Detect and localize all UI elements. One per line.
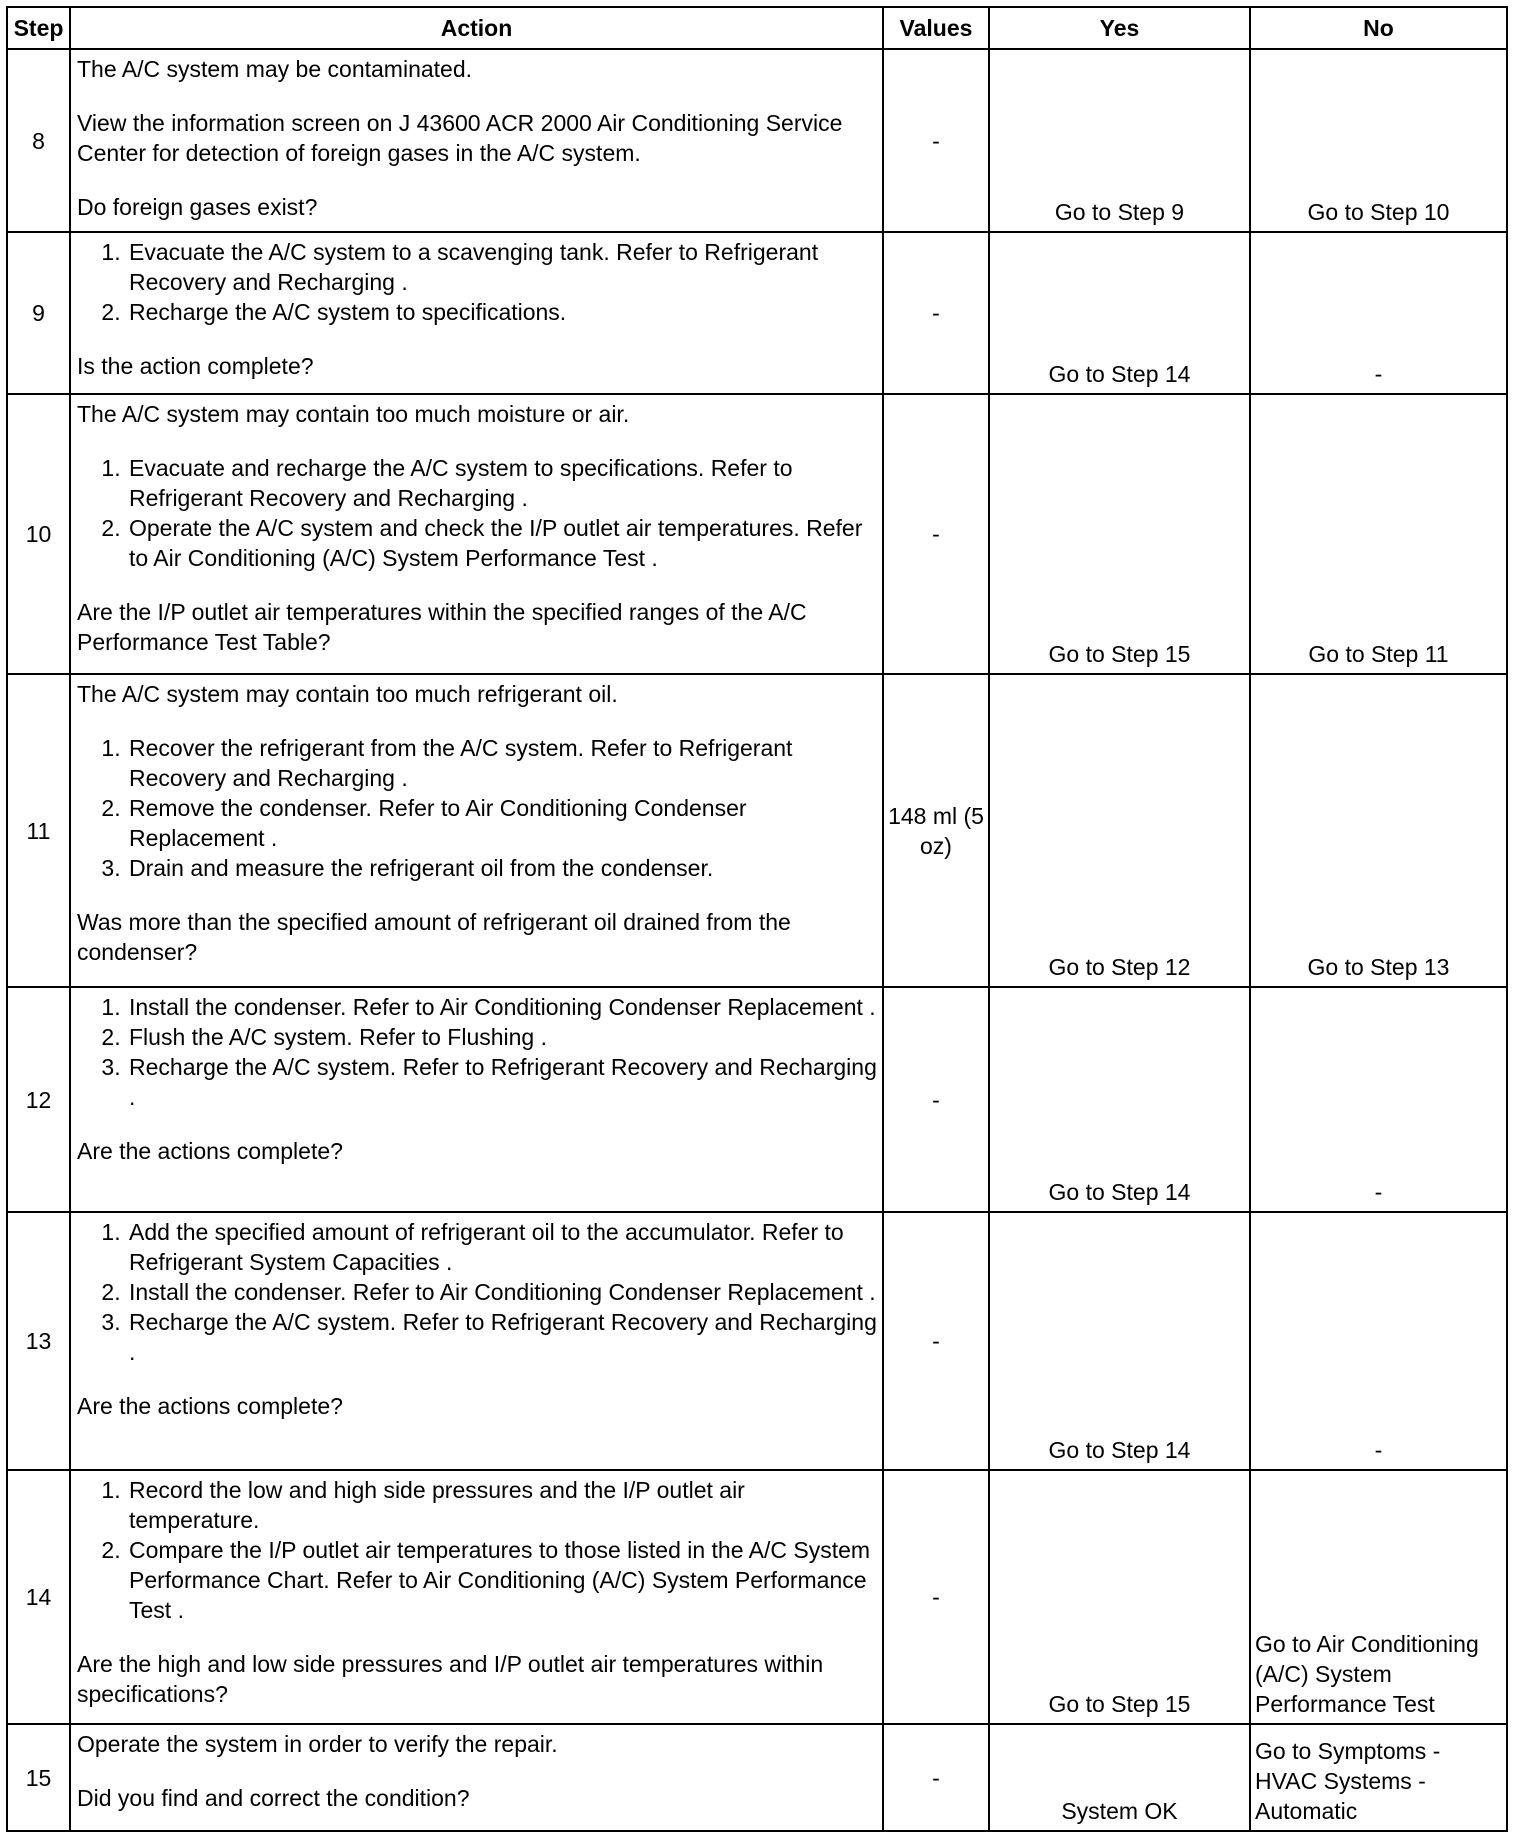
no-cell: Go to Step 11 xyxy=(1250,394,1507,674)
action-question: Did you find and correct the condition? xyxy=(77,1785,470,1811)
table-body xyxy=(7,49,1507,1831)
action-paragraph: The A/C system may contain too much moisture or air. xyxy=(77,401,630,427)
value-cell: - xyxy=(883,394,989,674)
header-yes: Yes xyxy=(989,7,1250,49)
no-cell: - xyxy=(1250,232,1507,394)
value-cell: - xyxy=(883,1212,989,1470)
no-cell: - xyxy=(1250,1212,1507,1470)
action-cell xyxy=(70,674,883,987)
action-step: 1. Record the low and high side pressures and the I/P outlet air temperature. xyxy=(127,1475,878,1535)
action-step: 2. Compare the I/P outlet air temperatures to those listed in the A/C System Performance Chart. Refer to Air Conditioning (A/C) System Performance Test . xyxy=(127,1535,878,1625)
step-number: 8 xyxy=(7,49,70,232)
yes-cell: Go to Step 15 xyxy=(989,1470,1250,1724)
table-row xyxy=(7,674,1507,987)
value-cell: - xyxy=(883,987,989,1212)
no-cell: Go to Air Conditioning (A/C) System Performance Test xyxy=(1250,1470,1507,1724)
no-cell: Go to Step 13 xyxy=(1250,674,1507,987)
table-row xyxy=(7,49,1507,232)
action-cell xyxy=(70,49,883,232)
action-question: Are the high and low side pressures and I/P outlet air temperatures within specifications? xyxy=(77,1651,824,1707)
value-cell: 148 ml (5 oz) xyxy=(883,674,989,987)
value-cell: - xyxy=(883,1470,989,1724)
action-paragraph: Operate the system in order to verify the repair. xyxy=(77,1731,558,1757)
action-steps xyxy=(77,992,878,1112)
diagnostic-table xyxy=(6,6,1508,1832)
yes-cell: Go to Step 14 xyxy=(989,1212,1250,1470)
yes-cell: Go to Step 12 xyxy=(989,674,1250,987)
action-step: 3. Drain and measure the refrigerant oil from the condenser. xyxy=(127,853,878,883)
step-number: 14 xyxy=(7,1470,70,1724)
action-paragraph: The A/C system may contain too much refrigerant oil. xyxy=(77,681,618,707)
action-step: 1. Evacuate the A/C system to a scavenging tank. Refer to Refrigerant Recovery and Recharging . xyxy=(127,237,878,297)
step-number: 10 xyxy=(7,394,70,674)
action-steps xyxy=(77,1217,878,1367)
action-step: 2. Recharge the A/C system to specifications. xyxy=(127,297,878,327)
action-step: 2. Flush the A/C system. Refer to Flushing . xyxy=(127,1022,878,1052)
step-number: 9 xyxy=(7,232,70,394)
yes-cell: Go to Step 9 xyxy=(989,49,1250,232)
step-number: 15 xyxy=(7,1724,70,1831)
yes-cell: Go to Step 14 xyxy=(989,232,1250,394)
action-paragraph: The A/C system may be contaminated. xyxy=(77,56,473,82)
action-step: 3. Recharge the A/C system. Refer to Refrigerant Recovery and Recharging . xyxy=(127,1052,878,1112)
header-no: No xyxy=(1250,7,1507,49)
action-question: Was more than the specified amount of refrigerant oil drained from the condenser? xyxy=(77,909,791,965)
table-row xyxy=(7,232,1507,394)
action-cell xyxy=(70,394,883,674)
table-row xyxy=(7,394,1507,674)
table-row xyxy=(7,987,1507,1212)
step-number: 13 xyxy=(7,1212,70,1470)
action-steps xyxy=(77,733,878,883)
no-cell: Go to Step 10 xyxy=(1250,49,1507,232)
action-steps xyxy=(77,1475,878,1625)
action-question: Is the action complete? xyxy=(77,353,314,379)
no-cell: Go to Symptoms - HVAC Systems - Automatic xyxy=(1250,1724,1507,1831)
header-values: Values xyxy=(883,7,989,49)
yes-cell: System OK xyxy=(989,1724,1250,1831)
action-step: 2. Install the condenser. Refer to Air Conditioning Condenser Replacement . xyxy=(127,1277,878,1307)
action-step: 1. Install the condenser. Refer to Air Conditioning Condenser Replacement . xyxy=(127,992,878,1022)
step-number: 11 xyxy=(7,674,70,987)
action-paragraph: View the information screen on J 43600 ACR 2000 Air Conditioning Service Center for detection of foreign gases in the A/C system. xyxy=(77,110,843,166)
value-cell: - xyxy=(883,1724,989,1831)
table-row xyxy=(7,1470,1507,1724)
action-question: Are the I/P outlet air temperatures within the specified ranges of the A/C Performance Test Table? xyxy=(77,599,807,655)
action-step: 1. Add the specified amount of refrigerant oil to the accumulator. Refer to Refrigerant System Capacities . xyxy=(127,1217,878,1277)
action-cell xyxy=(70,1724,883,1831)
table-row xyxy=(7,1212,1507,1470)
action-step: 3. Recharge the A/C system. Refer to Refrigerant Recovery and Recharging . xyxy=(127,1307,878,1367)
action-steps xyxy=(77,453,878,573)
action-cell xyxy=(70,987,883,1212)
action-question: Do foreign gases exist? xyxy=(77,194,318,220)
action-question: Are the actions complete? xyxy=(77,1138,343,1164)
action-steps xyxy=(77,237,878,327)
step-number: 12 xyxy=(7,987,70,1212)
action-step: 1. Recover the refrigerant from the A/C system. Refer to Refrigerant Recovery and Recharging . xyxy=(127,733,878,793)
table-row xyxy=(7,1724,1507,1831)
action-step: 2. Remove the condenser. Refer to Air Conditioning Condenser Replacement . xyxy=(127,793,878,853)
value-cell: - xyxy=(883,232,989,394)
no-cell: - xyxy=(1250,987,1507,1212)
yes-cell: Go to Step 15 xyxy=(989,394,1250,674)
header-step: Step xyxy=(7,7,70,49)
header-row xyxy=(7,7,1507,49)
action-cell xyxy=(70,1212,883,1470)
yes-cell: Go to Step 14 xyxy=(989,987,1250,1212)
action-question: Are the actions complete? xyxy=(77,1393,343,1419)
action-cell xyxy=(70,1470,883,1724)
action-cell xyxy=(70,232,883,394)
action-step: 1. Evacuate and recharge the A/C system to specifications. Refer to Refrigerant Recovery and Recharging . xyxy=(127,453,878,513)
value-cell: - xyxy=(883,49,989,232)
action-step: 2. Operate the A/C system and check the I/P outlet air temperatures. Refer to Air Conditioning (A/C) System Performance Test . xyxy=(127,513,878,573)
header-action: Action xyxy=(70,7,883,49)
